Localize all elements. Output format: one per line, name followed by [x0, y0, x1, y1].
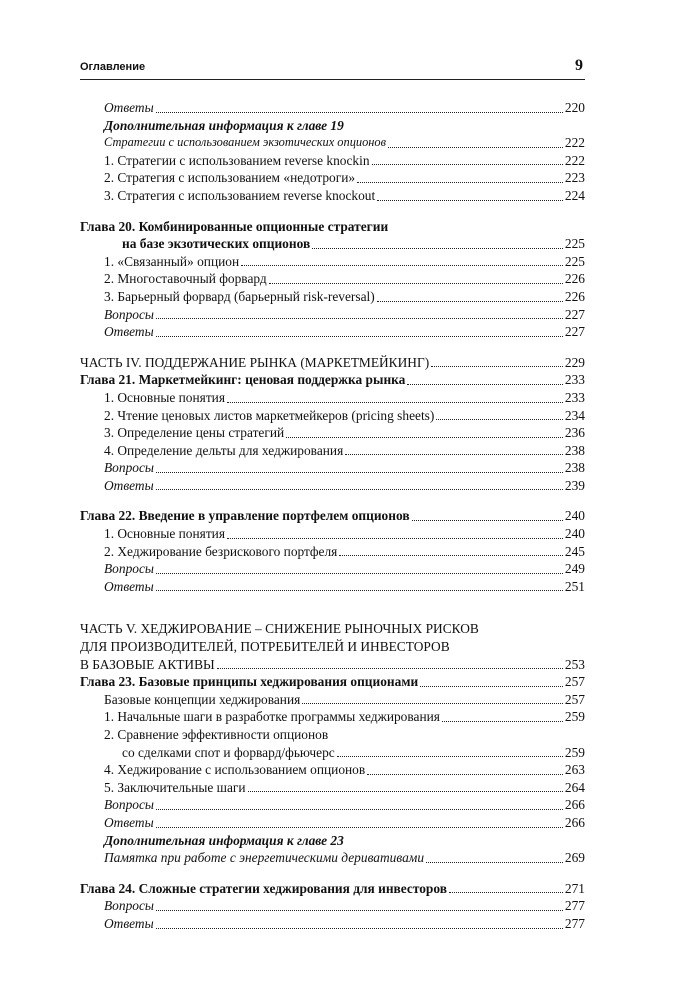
toc-entry[interactable] [80, 253, 585, 271]
toc-entry-title: со сделками спот и форвард/фьючерс [122, 744, 335, 760]
dot-leader [377, 301, 563, 302]
toc-page-number: 225 [564, 253, 585, 269]
dot-leader [436, 419, 563, 420]
toc-page-number: 264 [564, 779, 585, 795]
toc-page-number: 240 [564, 526, 585, 542]
toc-page-number: 225 [564, 236, 585, 252]
toc-page-number: 263 [564, 762, 585, 778]
toc-page-number: 271 [564, 880, 585, 896]
toc-entry[interactable] [80, 507, 585, 525]
toc-entry[interactable] [80, 407, 585, 425]
running-title: Оглавление [80, 61, 146, 73]
toc-entry[interactable] [80, 915, 585, 933]
dot-leader [241, 265, 563, 266]
toc-page-number: 233 [564, 389, 585, 405]
dot-leader [337, 756, 563, 757]
toc-entry-title: Глава 21. Маркетмейкинг: ценовая поддержка рынка [80, 372, 406, 388]
dot-leader [388, 147, 563, 148]
toc-entry-title: Ответы [104, 578, 154, 594]
toc-entry-title: Памятка при работе с энергетическими деривативами [104, 850, 425, 866]
toc-entry[interactable] [80, 152, 585, 170]
toc-entry-title: Вопросы [104, 797, 154, 813]
toc-entry[interactable] [80, 99, 585, 117]
toc-spacer [80, 595, 585, 620]
toc-entry-title: Дополнительная информация к главе 19 [104, 117, 344, 133]
toc-entry-title: Ответы [104, 814, 154, 830]
page-number: 9 [575, 57, 583, 74]
dot-leader [156, 336, 563, 337]
toc-entry-title: 1. «Связанный» опцион [104, 253, 240, 269]
toc-page-number: 266 [564, 814, 585, 830]
dot-leader [156, 809, 563, 810]
toc-entry-title: 5. Заключительные шаги [104, 779, 246, 795]
toc-entry[interactable] [80, 477, 585, 495]
toc-entry-title: 3. Стратегия с использованием reverse knockout [104, 187, 376, 203]
toc-page-number: 224 [564, 187, 585, 203]
toc-entry[interactable] [80, 814, 585, 832]
toc-entry-title: Ответы [104, 100, 154, 115]
toc-entry[interactable] [80, 525, 585, 543]
toc-entry-title: Вопросы [104, 898, 154, 914]
toc-entry-title: 1. Стратегии с использованием reverse knockin [104, 152, 370, 168]
dot-leader [156, 590, 563, 591]
toc-entry[interactable] [80, 169, 585, 187]
toc-page-number: 266 [564, 797, 585, 813]
toc-entry[interactable] [80, 323, 585, 341]
toc-entry-title: 2. Чтение ценовых листов маркетмейкеров (pricing sheets) [104, 407, 435, 423]
toc-spacer [80, 205, 585, 218]
toc-page-number: 259 [564, 744, 585, 760]
toc-entry-title: на базе экзотических опционов [122, 236, 311, 252]
toc-page-number: 277 [564, 915, 585, 931]
toc-page-number: 233 [564, 372, 585, 388]
toc-page-number: 236 [564, 425, 585, 441]
toc-page-number: 234 [564, 407, 585, 423]
toc-spacer [80, 867, 585, 880]
toc-entry[interactable] [80, 218, 585, 236]
toc-entry[interactable] [80, 442, 585, 460]
toc-page-number: 227 [564, 324, 585, 340]
toc-entry-title: 3. Определение цены стратегий [104, 425, 285, 441]
toc-page-number: 257 [564, 691, 585, 707]
toc-entry-title: ЧАСТЬ V. ХЕДЖИРОВАНИЕ – СНИЖЕНИЕ РЫНОЧНЫХ РИСКОВ [80, 621, 479, 637]
toc-entry[interactable] [80, 673, 585, 691]
toc-entry-title: Глава 24. Сложные стратегии хеджирования для инвесторов [80, 880, 447, 896]
dot-leader [312, 248, 563, 249]
toc-entry-title: 4. Хеджирование с использованием опционов [104, 762, 366, 778]
toc-entry[interactable] [80, 306, 585, 324]
dot-leader [420, 686, 563, 687]
toc-entry[interactable] [80, 744, 585, 762]
toc-entry-title: Глава 22. Введение в управление портфелем опционов [80, 508, 410, 524]
toc-entry[interactable] [80, 354, 585, 372]
toc-entry-title: Ответы [104, 477, 154, 493]
toc-page-number: 222 [564, 152, 585, 168]
toc-entry-title: Глава 20. Комбинированные опционные стратегии [80, 218, 389, 234]
toc-page-number: 269 [564, 850, 585, 866]
dot-leader [269, 283, 563, 284]
toc-entry[interactable] [80, 726, 585, 744]
table-of-contents [80, 99, 585, 933]
dot-leader [156, 318, 563, 319]
toc-entry[interactable] [80, 880, 585, 898]
toc-entry-title: 4. Определение дельты для хеджирования [104, 442, 344, 458]
toc-entry[interactable] [80, 849, 585, 867]
toc-page-number: 240 [564, 508, 585, 524]
dot-leader [156, 827, 563, 828]
toc-entry-title: Базовые концепции хеджирования [104, 691, 301, 707]
toc-entry-title: ДЛЯ ПРОИЗВОДИТЕЛЕЙ, ПОТРЕБИТЕЛЕЙ И ИНВЕСТОРОВ [80, 639, 450, 655]
toc-entry[interactable] [80, 560, 585, 578]
toc-page-number: 227 [564, 306, 585, 322]
dot-leader [372, 164, 563, 165]
dot-leader [339, 555, 563, 556]
dot-leader [367, 774, 563, 775]
toc-entry[interactable] [80, 187, 585, 205]
toc-entry-title: 2. Хеджирование безрискового портфеля [104, 543, 338, 559]
toc-entry[interactable] [80, 270, 585, 288]
toc-entry-title: В БАЗОВЫЕ АКТИВЫ [80, 656, 215, 672]
toc-entry-title: 1. Основные понятия [104, 389, 226, 405]
toc-entry-title: 2. Многоставочный форвард [104, 271, 267, 287]
toc-page-number: 249 [564, 561, 585, 577]
toc-page-number: 226 [564, 271, 585, 287]
toc-entry-title: 1. Начальные шаги в разработке программы хеджирования [104, 709, 440, 725]
toc-entry-title: 2. Сравнение эффективности опционов [104, 727, 329, 742]
toc-page-number: 226 [564, 288, 585, 304]
dot-leader [156, 573, 563, 574]
toc-page-number: 220 [564, 100, 585, 115]
toc-entry[interactable] [80, 389, 585, 407]
toc-page-number: 222 [564, 135, 585, 151]
toc-entry[interactable] [80, 543, 585, 561]
dot-leader [156, 910, 563, 911]
toc-entry[interactable] [80, 796, 585, 814]
toc-entry[interactable] [80, 371, 585, 389]
toc-entry[interactable] [80, 459, 585, 477]
toc-page-number: 253 [564, 656, 585, 672]
toc-entry[interactable] [80, 779, 585, 797]
toc-entry-title: Вопросы [104, 460, 154, 476]
dot-leader [426, 862, 563, 863]
toc-entry-title: Дополнительная информация к главе 23 [104, 832, 344, 848]
toc-entry-title: Вопросы [104, 561, 154, 577]
toc-entry[interactable] [80, 691, 585, 709]
toc-entry-title: Вопросы [104, 306, 154, 322]
dot-leader [286, 437, 563, 438]
toc-entry[interactable] [80, 832, 585, 850]
toc-entry[interactable] [80, 638, 585, 656]
toc-entry-title: Глава 23. Базовые принципы хеджирования опционами [80, 674, 419, 690]
toc-page-number: 259 [564, 709, 585, 725]
dot-leader [302, 703, 563, 704]
dot-leader [227, 402, 563, 403]
dot-leader [156, 489, 563, 490]
toc-page-number: 257 [564, 674, 585, 690]
dot-leader [345, 454, 563, 455]
toc-entry-title: Стратегии с использованием экзотических опционов [104, 135, 386, 150]
toc-entry-title: ЧАСТЬ IV. ПОДДЕРЖАНИЕ РЫНКА (МАРКЕТМЕЙКИНГ) [80, 354, 430, 370]
toc-spacer [80, 494, 585, 507]
toc-entry[interactable] [80, 235, 585, 253]
dot-leader [442, 721, 563, 722]
toc-entry-title: 2. Стратегия с использованием «недотроги» [104, 170, 356, 186]
toc-entry[interactable] [80, 117, 585, 135]
toc-page-number: 239 [564, 477, 585, 493]
toc-entry[interactable] [80, 424, 585, 442]
toc-entry-title: 1. Основные понятия [104, 526, 226, 542]
toc-entry-title: 3. Барьерный форвард (барьерный risk-reversal) [104, 288, 375, 304]
dot-leader [156, 112, 563, 113]
toc-entry[interactable] [80, 708, 585, 726]
toc-page-number: 223 [564, 170, 585, 186]
dot-leader [156, 472, 563, 473]
dot-leader [217, 668, 563, 669]
page-header [80, 57, 585, 80]
toc-page-number: 238 [564, 460, 585, 476]
dot-leader [412, 520, 563, 521]
toc-entry[interactable] [80, 578, 585, 596]
toc-page-number: 251 [564, 578, 585, 594]
toc-entry[interactable] [80, 288, 585, 306]
toc-spacer [80, 341, 585, 354]
dot-leader [407, 384, 563, 385]
toc-entry[interactable] [80, 134, 585, 152]
dot-leader [227, 538, 563, 539]
dot-leader [357, 182, 563, 183]
toc-page-number: 245 [564, 543, 585, 559]
toc-entry-title: Ответы [104, 915, 154, 931]
dot-leader [431, 366, 563, 367]
dot-leader [449, 892, 563, 893]
dot-leader [377, 200, 563, 201]
toc-page-number: 238 [564, 442, 585, 458]
toc-entry[interactable] [80, 897, 585, 915]
toc-page-number: 277 [564, 898, 585, 914]
dot-leader [156, 928, 563, 929]
toc-page-number: 229 [564, 354, 585, 370]
toc-entry[interactable] [80, 620, 585, 638]
dot-leader [248, 791, 563, 792]
toc-entry[interactable] [80, 656, 585, 674]
toc-entry[interactable] [80, 761, 585, 779]
toc-entry-title: Ответы [104, 324, 154, 340]
